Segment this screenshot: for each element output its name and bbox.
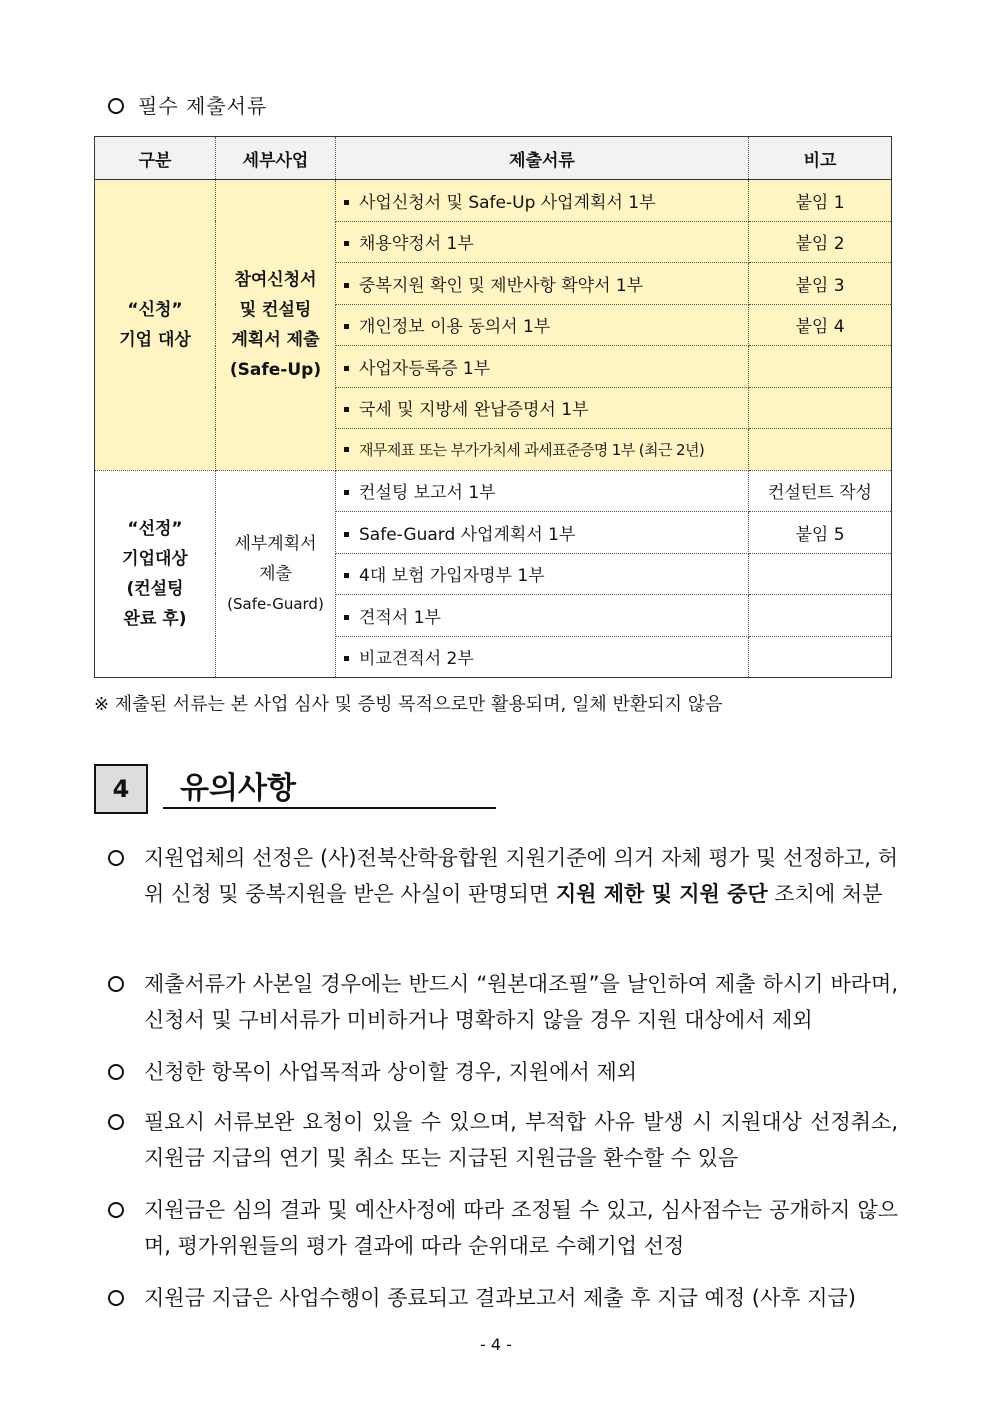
doc-cell: 채용약정서 1부 (336, 221, 749, 263)
table-row (95, 180, 892, 222)
notice-item-3: 신청한 항목이 사업목적과 상이할 경우, 지원에서 제외 (108, 1054, 898, 1090)
section-title-required-docs: 필수 제출서류 (108, 90, 267, 119)
note-cell: 붙임 4 (749, 304, 892, 346)
note-cell (749, 553, 892, 595)
header-category: 구분 (95, 137, 216, 180)
notice-item-6: 지원금 지급은 사업수행이 종료되고 결과보고서 제출 후 지급 예정 (사후 지급) (108, 1280, 898, 1316)
doc-cell: 비교견적서 2부 (336, 636, 749, 678)
square-bullet-icon (344, 490, 349, 495)
table-header-row (95, 137, 892, 180)
project-safe-guard: 세부계획서 제출 (Safe-Guard) (216, 470, 336, 678)
note-cell: 붙임 3 (749, 263, 892, 305)
doc-cell: 중복지원 확인 및 제반사항 확약서 1부 (336, 263, 749, 305)
doc-cell: 4대 보험 가입자명부 1부 (336, 553, 749, 595)
square-bullet-icon (344, 283, 349, 288)
circle-bullet-icon (108, 98, 124, 114)
circle-bullet-icon (108, 1290, 124, 1306)
square-bullet-icon (344, 241, 349, 246)
note-cell (749, 346, 892, 388)
note-cell: 컨설턴트 작성 (749, 470, 892, 512)
doc-cell: 견적서 1부 (336, 595, 749, 637)
category-apply: “신청” 기업 대상 (95, 180, 216, 471)
table-footnote: ※ 제출된 서류는 본 사업 심사 및 증빙 목적으로만 활용되며, 일체 반환되지 않음 (94, 694, 723, 715)
square-bullet-icon (344, 532, 349, 537)
note-cell (749, 387, 892, 429)
circle-bullet-icon (108, 1114, 124, 1130)
header-project: 세부사업 (216, 137, 336, 180)
notice-item-1: 지원업체의 선정은 (사)전북산학융합원 지원기준에 의거 자체 평가 및 선정하고, 허위 신청 및 중복지원을 받은 사실이 판명되면 지원 제한 및 지원 중단 조치에 처분 (108, 840, 898, 912)
square-bullet-icon (344, 200, 349, 205)
note-cell (749, 595, 892, 637)
circle-bullet-icon (108, 1202, 124, 1218)
page-number: - 4 - (480, 1335, 512, 1354)
square-bullet-icon (344, 656, 349, 661)
doc-cell: 개인정보 이용 동의서 1부 (336, 304, 749, 346)
heading-underline (163, 807, 496, 809)
project-safe-up: 참여신청서 및 컨설팅 계획서 제출 (Safe-Up) (216, 180, 336, 471)
table-row (95, 470, 892, 512)
note-cell (749, 429, 892, 471)
square-bullet-icon (344, 447, 349, 452)
square-bullet-icon (344, 407, 349, 412)
header-documents: 제출서류 (336, 137, 749, 180)
note-cell: 붙임 5 (749, 512, 892, 554)
note-cell: 붙임 2 (749, 221, 892, 263)
doc-cell: 국세 및 지방세 완납증명서 1부 (336, 387, 749, 429)
note-cell (749, 636, 892, 678)
section-heading: 유의사항 (180, 771, 296, 806)
notice-item-4: 필요시 서류보완 요청이 있을 수 있으며, 부적합 사유 발생 시 지원대상 선정취소, 지원금 지급의 연기 및 취소 또는 지급된 지원금을 환수할 수 있음 (108, 1104, 898, 1176)
category-selected: “선정” 기업대상 (컨설팅 완료 후) (95, 470, 216, 678)
note-cell: 붙임 1 (749, 180, 892, 222)
square-bullet-icon (344, 366, 349, 371)
circle-bullet-icon (108, 976, 124, 992)
square-bullet-icon (344, 615, 349, 620)
doc-cell: 재무제표 또는 부가가치세 과세표준증명 1부 (최근 2년) (336, 429, 749, 471)
circle-bullet-icon (108, 850, 124, 866)
required-docs-table (94, 136, 892, 678)
notice-item-5: 지원금은 심의 결과 및 예산사정에 따라 조정될 수 있고, 심사점수는 공개하지 않으며, 평가위원들의 평가 결과에 따라 순위대로 수혜기업 선정 (108, 1192, 898, 1264)
header-note: 비고 (749, 137, 892, 180)
emphasis-text: 지원 제한 및 지원 중단 (555, 882, 768, 906)
section-number-box: 4 (94, 764, 148, 814)
doc-cell: 컨설팅 보고서 1부 (336, 470, 749, 512)
doc-cell: 사업자등록증 1부 (336, 346, 749, 388)
doc-cell: 사업신청서 및 Safe-Up 사업계획서 1부 (336, 180, 749, 222)
square-bullet-icon (344, 324, 349, 329)
square-bullet-icon (344, 573, 349, 578)
circle-bullet-icon (108, 1064, 124, 1080)
doc-cell: Safe-Guard 사업계획서 1부 (336, 512, 749, 554)
notice-item-2: 제출서류가 사본일 경우에는 반드시 “원본대조필”을 날인하여 제출 하시기 바라며, 신청서 및 구비서류가 미비하거나 명확하지 않을 경우 지원 대상에서 제외 (108, 966, 898, 1038)
